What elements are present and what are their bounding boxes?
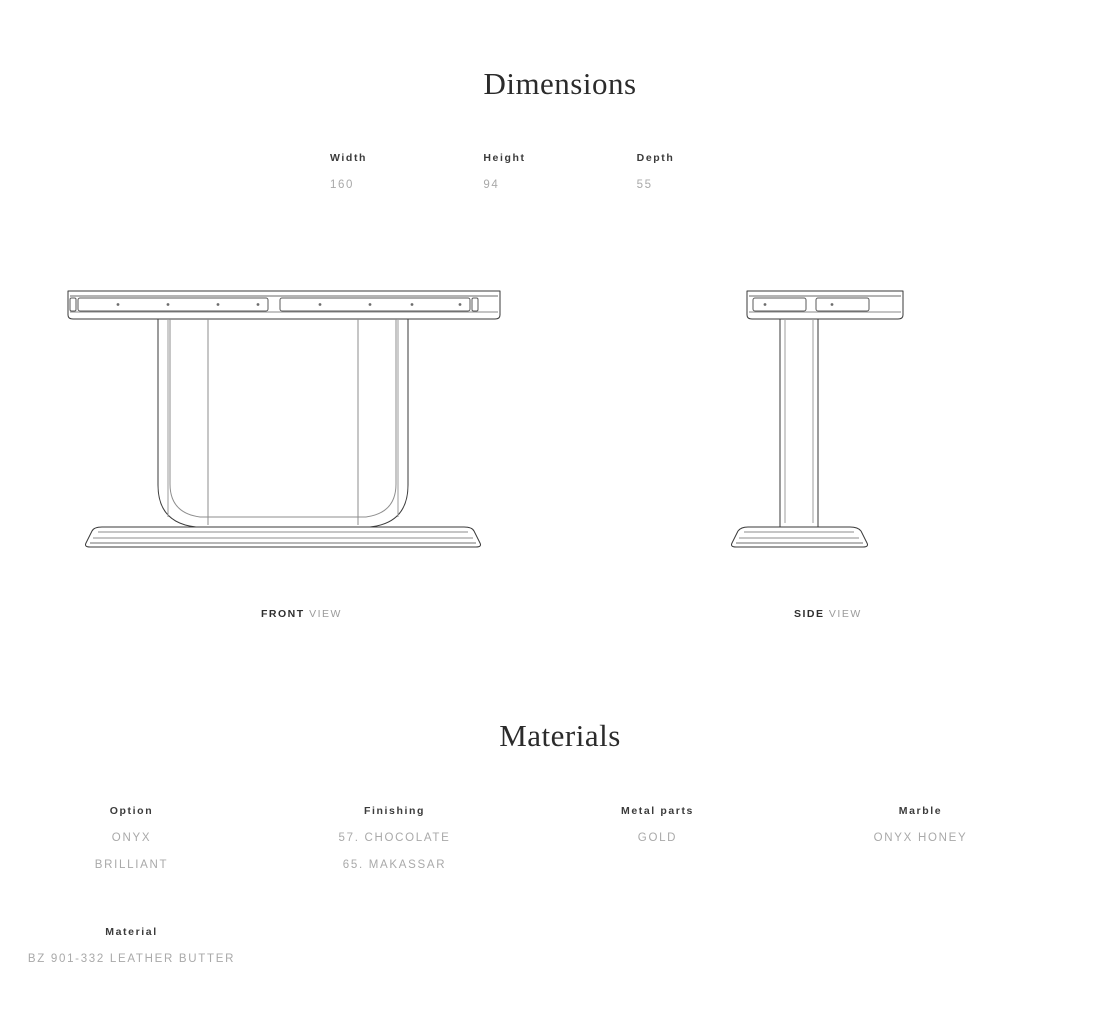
front-view-caption xyxy=(261,608,342,620)
materials-row-2 xyxy=(0,926,1120,965)
spec-width-value: 160 xyxy=(330,179,354,191)
spec-depth-value: 55 xyxy=(636,179,653,191)
spec-height-value: 94 xyxy=(483,179,500,191)
material-material-label: Material xyxy=(105,926,158,938)
material-material xyxy=(0,926,263,965)
material-finishing-value-1: 57. CHOCOLATE xyxy=(338,832,451,844)
side-view-drawing xyxy=(720,255,920,580)
side-view-caption-bold: SIDE xyxy=(794,608,825,620)
material-option xyxy=(0,805,263,871)
material-metal-parts xyxy=(526,805,789,871)
front-view-drawing xyxy=(40,255,560,580)
material-marble-label: Marble xyxy=(898,805,943,817)
spec-depth-label: Depth xyxy=(636,152,675,164)
material-material-value-1: BZ 901-332 LEATHER BUTTER xyxy=(27,953,236,965)
material-finishing-label: Finishing xyxy=(363,805,426,817)
material-option-value-2: BRILLIANT xyxy=(94,859,169,871)
spec-width-label: Width xyxy=(330,152,368,164)
materials-grid xyxy=(0,805,1120,965)
dimension-specs xyxy=(330,152,790,191)
side-view-caption-rest: VIEW xyxy=(824,608,862,620)
material-metal-parts-label: Metal parts xyxy=(620,805,695,817)
material-marble-value-1: ONYX HONEY xyxy=(873,832,968,844)
material-option-label: Option xyxy=(109,805,154,817)
material-marble xyxy=(789,805,1052,871)
spec-height-label: Height xyxy=(483,152,526,164)
side-view-caption xyxy=(794,608,862,620)
spec-depth xyxy=(637,152,790,191)
material-option-value-1: ONYX xyxy=(111,832,152,844)
materials-section-title: Materials xyxy=(499,718,621,753)
technical-drawings xyxy=(0,255,1120,585)
spec-height xyxy=(483,152,636,191)
dimensions-section-title: Dimensions xyxy=(483,66,637,101)
materials-row-1 xyxy=(0,805,1120,871)
front-view-caption-rest: VIEW xyxy=(304,608,342,620)
material-metal-parts-value-1: GOLD xyxy=(637,832,678,844)
spec-width xyxy=(330,152,483,191)
material-finishing xyxy=(263,805,526,871)
front-view-caption-bold: FRONT xyxy=(261,608,305,620)
material-finishing-value-2: 65. MAKASSAR xyxy=(342,859,447,871)
